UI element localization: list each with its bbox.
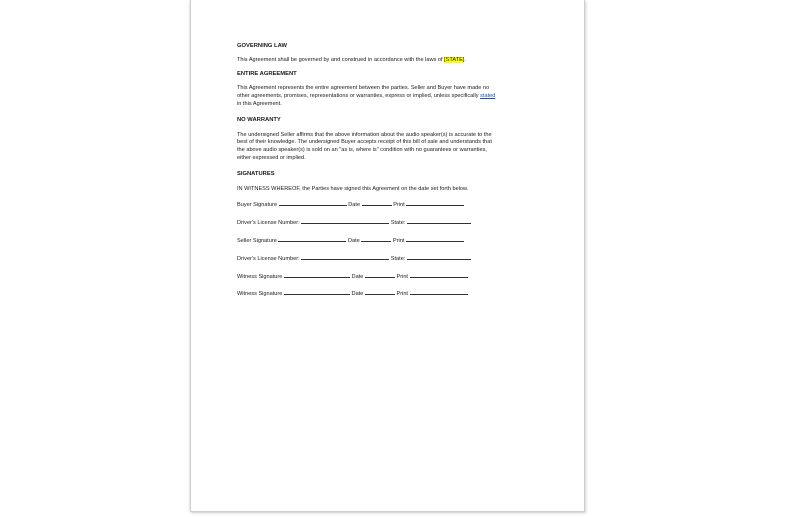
witness-signature-field-2[interactable] — [284, 289, 350, 295]
no-warranty-line-1: The undersigned Seller affirms that the above information about the audio speaker(s) is accurate to the — [237, 131, 492, 138]
signatures-heading: SIGNATURES — [237, 170, 275, 177]
buyer-license-label: Driver's License Number: — [237, 220, 300, 227]
witness-intro: IN WITNESS WHEREOF, the Parties have signed this Agreement on the date set forth below. — [237, 185, 469, 192]
seller-signature-row — [237, 236, 537, 246]
no-warranty-line-3: the above audio speaker(s) is sold on an "as is, where is" condition with no guarantees or warranties, — [237, 147, 487, 154]
governing-law-period: . — [464, 56, 466, 63]
seller-license-row — [237, 254, 537, 264]
governing-law-text: This Agreement shall be governed by and construed in accordance with the laws of — [237, 56, 445, 63]
entire-agreement-line-2 — [237, 93, 537, 101]
buyer-signature-field[interactable] — [279, 200, 347, 206]
no-warranty-heading: NO WARRANTY — [237, 116, 281, 123]
seller-license-label: Driver's License Number: — [237, 255, 300, 262]
buyer-date-label: Date — [348, 202, 361, 209]
witness-signature-field-1[interactable] — [284, 272, 350, 278]
document-page — [190, 0, 585, 512]
buyer-state-label: State: — [390, 220, 406, 227]
witness-print-field-2[interactable] — [410, 289, 468, 295]
no-warranty-line-4: either expressed or implied. — [237, 154, 306, 161]
buyer-license-row — [237, 218, 537, 228]
seller-date-label: Date — [347, 237, 360, 244]
witness-date-label-1: Date — [351, 273, 364, 280]
buyer-print-label: Print — [393, 202, 405, 209]
seller-state-field[interactable] — [407, 254, 471, 260]
witness-signature-row-2 — [237, 289, 537, 299]
buyer-print-field[interactable] — [406, 200, 464, 206]
witness-date-field-1[interactable] — [365, 272, 395, 278]
seller-print-label: Print — [392, 237, 405, 244]
buyer-state-field[interactable] — [407, 218, 471, 224]
witness-print-label-2: Print — [396, 291, 408, 298]
governing-law-heading: GOVERNING LAW — [237, 43, 287, 49]
document-content — [237, 43, 537, 299]
buyer-license-field[interactable] — [301, 218, 389, 224]
stated-link[interactable]: stated — [480, 93, 496, 100]
seller-license-field[interactable] — [301, 254, 389, 260]
buyer-date-field[interactable] — [362, 200, 392, 206]
entire-agreement-heading: ENTIRE AGREEMENT — [237, 70, 297, 77]
witness-date-label-2: Date — [351, 291, 364, 298]
seller-signature-label: Seller Signature — [237, 237, 277, 244]
seller-print-field[interactable] — [406, 236, 464, 242]
witness-print-label-1: Print — [396, 273, 408, 280]
buyer-signature-label: Buyer Signature — [237, 202, 278, 209]
witness-date-field-2[interactable] — [365, 289, 395, 295]
no-warranty-line-2: best of their knowledge. The undersigned Buyer accepts receipt of this bill of sale and understands that — [237, 139, 492, 146]
witness-print-field-1[interactable] — [410, 272, 468, 278]
entire-agreement-line-3: in this Agreement. — [237, 100, 282, 107]
entire-agreement-line-2-text: other agreements, promises, representations or warranties, express or implied, unless specifically — [237, 93, 481, 100]
buyer-signature-row — [237, 200, 537, 210]
seller-signature-field[interactable] — [278, 236, 346, 242]
governing-law-paragraph — [237, 57, 537, 65]
witness-signature-row-1 — [237, 272, 537, 282]
state-placeholder[interactable]: [STATE] — [444, 56, 465, 63]
witness-signature-label-1: Witness Signature — [237, 273, 283, 280]
seller-date-field[interactable] — [361, 236, 391, 242]
witness-signature-label-2: Witness Signature — [237, 291, 283, 298]
seller-state-label: State: — [390, 255, 406, 262]
entire-agreement-line-1: This Agreement represents the entire agreement between the parties. Seller and Buyer have made no — [237, 85, 490, 92]
